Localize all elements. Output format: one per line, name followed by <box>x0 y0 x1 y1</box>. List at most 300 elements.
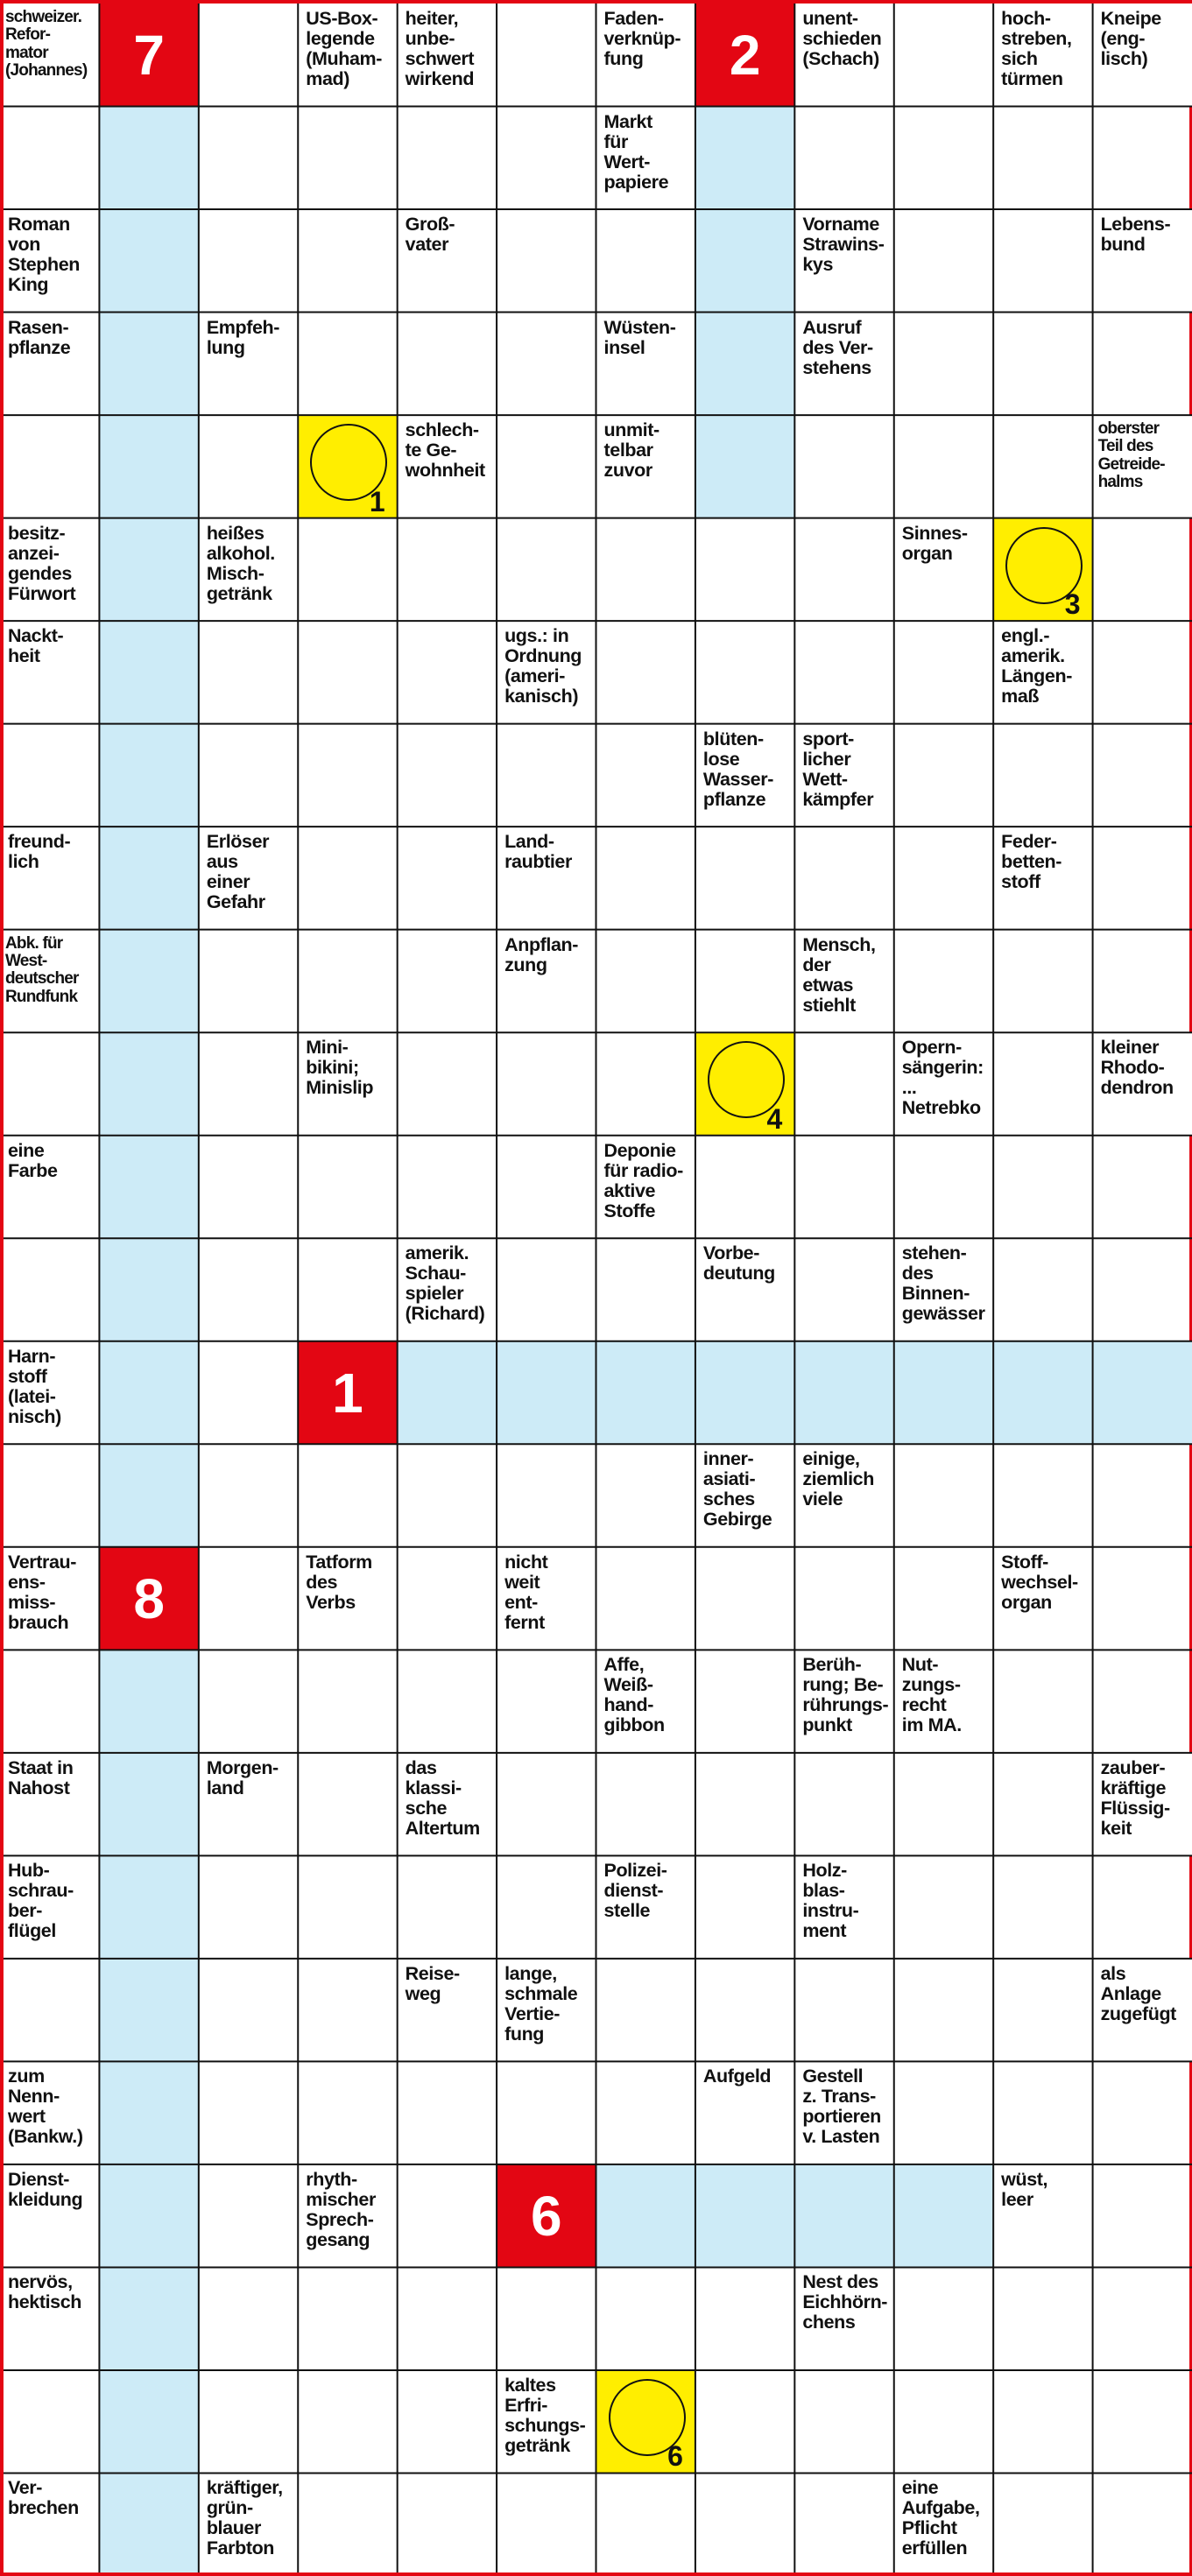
answer-cell[interactable] <box>497 2061 596 2164</box>
answer-cell[interactable] <box>199 1341 298 1445</box>
answer-cell[interactable] <box>794 2370 893 2474</box>
answer-cell[interactable] <box>99 1444 198 1547</box>
answer-cell[interactable] <box>99 2164 198 2268</box>
answer-cell[interactable] <box>993 1959 1092 2062</box>
answer-cell[interactable] <box>398 724 497 827</box>
answer-cell[interactable] <box>794 1238 893 1341</box>
clue-cell: rhyth- mischer Sprech- gesang <box>298 2164 397 2268</box>
answer-cell[interactable] <box>99 724 198 827</box>
answer-cell[interactable] <box>1093 1650 1192 1753</box>
answer-cell[interactable] <box>497 107 596 210</box>
clue-cell: sport- licher Wett- kämpfer <box>794 724 893 827</box>
answer-cell[interactable] <box>794 1959 893 2062</box>
answer-cell[interactable] <box>497 2473 596 2576</box>
answer-cell[interactable] <box>199 2164 298 2268</box>
answer-cell[interactable] <box>298 827 397 930</box>
answer-cell[interactable] <box>1093 1444 1192 1547</box>
answer-cell[interactable] <box>596 2061 695 2164</box>
answer-cell[interactable] <box>993 2473 1092 2576</box>
answer-cell[interactable] <box>398 2370 497 2474</box>
answer-cell[interactable] <box>794 2473 893 2576</box>
clue-cell: zauber- kräftige Flüssig- keit <box>1093 1753 1192 1856</box>
answer-cell[interactable] <box>199 4 298 107</box>
answer-cell[interactable] <box>398 827 497 930</box>
answer-cell[interactable] <box>993 209 1092 313</box>
answer-cell[interactable] <box>993 2061 1092 2164</box>
clue-cell: inner- asiati- sches Gebirge <box>695 1444 794 1547</box>
clue-cell: Affe, Weiß- hand- gibbon <box>596 1650 695 1753</box>
answer-cell[interactable] <box>794 1547 893 1650</box>
clue-cell: Anpflan- zung <box>497 930 596 1033</box>
bonus-circle-square[interactable] <box>993 518 1092 622</box>
answer-cell[interactable] <box>794 621 893 724</box>
answer-cell[interactable] <box>794 518 893 622</box>
clue-cell: Nut- zungs- recht im MA. <box>894 1650 993 1753</box>
clue-cell: Lebens- bund <box>1093 209 1192 313</box>
answer-cell[interactable] <box>398 2061 497 2164</box>
answer-cell[interactable] <box>596 1547 695 1650</box>
answer-cell[interactable] <box>199 415 298 518</box>
answer-cell[interactable] <box>0 1032 99 1136</box>
answer-cell[interactable] <box>497 1753 596 1856</box>
answer-cell[interactable] <box>1093 930 1192 1033</box>
clue-cell: Mini- bikini; Minislip <box>298 1032 397 1136</box>
answer-cell[interactable] <box>993 2370 1092 2474</box>
answer-cell[interactable] <box>199 1136 298 1239</box>
clue-cell: Gestell z. Trans- portieren v. Lasten <box>794 2061 893 2164</box>
answer-cell[interactable] <box>596 2267 695 2370</box>
answer-cell[interactable] <box>199 1238 298 1341</box>
answer-cell[interactable] <box>1093 2370 1192 2474</box>
clue-cell: schlech- te Ge- wohnheit <box>398 415 497 518</box>
solution-number-square[interactable]: 6 <box>497 2164 596 2268</box>
answer-cell[interactable] <box>596 1032 695 1136</box>
clue-cell: Vertrau- ens- miss- brauch <box>0 1547 99 1650</box>
answer-cell[interactable] <box>695 1547 794 1650</box>
answer-cell[interactable] <box>894 1547 993 1650</box>
clue-cell: Faden- verknüp- fung <box>596 4 695 107</box>
answer-cell[interactable] <box>497 1136 596 1239</box>
answer-cell[interactable] <box>497 2267 596 2370</box>
answer-cell[interactable] <box>0 415 99 518</box>
answer-cell[interactable] <box>993 415 1092 518</box>
answer-cell[interactable] <box>99 313 198 416</box>
answer-cell[interactable] <box>993 1032 1092 1136</box>
answer-cell[interactable] <box>993 313 1092 416</box>
answer-cell[interactable] <box>99 1959 198 2062</box>
answer-cell[interactable] <box>894 107 993 210</box>
answer-cell[interactable] <box>497 313 596 416</box>
answer-cell[interactable] <box>894 1855 993 1959</box>
answer-cell[interactable] <box>993 1855 1092 1959</box>
answer-cell[interactable] <box>497 1444 596 1547</box>
answer-cell[interactable] <box>99 209 198 313</box>
answer-cell[interactable] <box>894 1444 993 1547</box>
answer-cell[interactable] <box>298 2370 397 2474</box>
answer-cell[interactable] <box>99 518 198 622</box>
answer-cell[interactable] <box>894 313 993 416</box>
clue-cell: besitz- anzei- gendes Fürwort <box>0 518 99 622</box>
answer-cell[interactable] <box>199 724 298 827</box>
answer-cell[interactable] <box>497 1341 596 1445</box>
answer-cell[interactable] <box>993 1341 1092 1445</box>
answer-cell[interactable] <box>199 1444 298 1547</box>
answer-cell[interactable] <box>99 1650 198 1753</box>
clue-cell: Ver- brechen <box>0 2473 99 2576</box>
answer-cell[interactable] <box>497 1032 596 1136</box>
answer-cell[interactable] <box>398 313 497 416</box>
clue-cell: Hub- schrau- ber- flügel <box>0 1855 99 1959</box>
answer-cell[interactable] <box>695 827 794 930</box>
answer-cell[interactable] <box>199 2370 298 2474</box>
answer-cell[interactable] <box>497 518 596 622</box>
answer-cell[interactable] <box>99 1753 198 1856</box>
answer-cell[interactable] <box>1093 2267 1192 2370</box>
answer-cell[interactable] <box>794 2164 893 2268</box>
answer-cell[interactable] <box>596 518 695 622</box>
clue-cell: Opern- sängerin: ... Netrebko <box>894 1032 993 1136</box>
answer-cell[interactable] <box>1093 2473 1192 2576</box>
answer-cell[interactable] <box>596 2164 695 2268</box>
answer-cell[interactable] <box>497 1650 596 1753</box>
clue-cell: Erlöser aus einer Gefahr <box>199 827 298 930</box>
clue-cell: Tatform des Verbs <box>298 1547 397 1650</box>
answer-cell[interactable] <box>794 1341 893 1445</box>
answer-cell[interactable] <box>199 1959 298 2062</box>
answer-cell[interactable] <box>398 2267 497 2370</box>
answer-cell[interactable] <box>298 107 397 210</box>
clue-cell: freund- lich <box>0 827 99 930</box>
answer-cell[interactable] <box>1093 107 1192 210</box>
clue-cell: als Anlage zugefügt <box>1093 1959 1192 2062</box>
answer-cell[interactable] <box>99 1341 198 1445</box>
clue-cell: Markt für Wert- papiere <box>596 107 695 210</box>
answer-cell[interactable] <box>398 1341 497 1445</box>
answer-cell[interactable] <box>695 2164 794 2268</box>
answer-cell[interactable] <box>0 1444 99 1547</box>
answer-cell[interactable] <box>99 1855 198 1959</box>
clue-cell: Nest des Eichhörn- chens <box>794 2267 893 2370</box>
clue-cell: wüst, leer <box>993 2164 1092 2268</box>
answer-cell[interactable] <box>1093 2164 1192 2268</box>
answer-cell[interactable] <box>199 1032 298 1136</box>
clue-cell: Staat in Nahost <box>0 1753 99 1856</box>
answer-cell[interactable] <box>298 1959 397 2062</box>
answer-cell[interactable] <box>695 1341 794 1445</box>
answer-cell[interactable] <box>398 1444 497 1547</box>
bonus-circle-square[interactable] <box>298 415 397 518</box>
answer-cell[interactable] <box>1093 621 1192 724</box>
answer-cell[interactable] <box>1093 1855 1192 1959</box>
answer-cell[interactable] <box>398 1650 497 1753</box>
answer-cell[interactable] <box>596 621 695 724</box>
answer-cell[interactable] <box>497 415 596 518</box>
answer-cell[interactable] <box>298 1753 397 1856</box>
answer-cell[interactable] <box>695 1753 794 1856</box>
answer-cell[interactable] <box>1093 518 1192 622</box>
clue-cell: Abk. für West- deutscher Rundfunk <box>0 930 99 1033</box>
answer-cell[interactable] <box>695 1855 794 1959</box>
answer-cell[interactable] <box>993 1444 1092 1547</box>
circle-number: 1 <box>369 485 385 517</box>
answer-cell[interactable] <box>695 209 794 313</box>
clue-cell: ugs.: in Ordnung (ameri- kanisch) <box>497 621 596 724</box>
answer-cell[interactable] <box>99 1136 198 1239</box>
clue-cell: Deponie für radio- aktive Stoffe <box>596 1136 695 1239</box>
clue-cell: Groß- vater <box>398 209 497 313</box>
answer-cell[interactable] <box>894 930 993 1033</box>
answer-cell[interactable] <box>596 1753 695 1856</box>
answer-cell[interactable] <box>298 1855 397 1959</box>
answer-cell[interactable] <box>695 415 794 518</box>
answer-cell[interactable] <box>695 930 794 1033</box>
clue-cell: Nackt- heit <box>0 621 99 724</box>
clue-cell: Roman von Stephen King <box>0 209 99 313</box>
clue-cell: Morgen- land <box>199 1753 298 1856</box>
clue-cell: Wüsten- insel <box>596 313 695 416</box>
clue-cell: blüten- lose Wasser- pflanze <box>695 724 794 827</box>
clue-cell: Empfeh- lung <box>199 313 298 416</box>
answer-cell[interactable] <box>199 1855 298 1959</box>
answer-cell[interactable] <box>298 1444 397 1547</box>
answer-cell[interactable] <box>993 2267 1092 2370</box>
answer-cell[interactable] <box>596 724 695 827</box>
answer-cell[interactable] <box>695 2473 794 2576</box>
answer-cell[interactable] <box>497 724 596 827</box>
answer-cell[interactable] <box>894 1959 993 2062</box>
clue-cell: Ausruf des Ver- stehens <box>794 313 893 416</box>
answer-cell[interactable] <box>298 2473 397 2576</box>
clue-cell: hoch- streben, sich türmen <box>993 4 1092 107</box>
answer-cell[interactable] <box>794 1753 893 1856</box>
answer-cell[interactable] <box>596 1341 695 1445</box>
clue-cell: Stoff- wechsel- organ <box>993 1547 1092 1650</box>
answer-cell[interactable] <box>894 415 993 518</box>
answer-cell[interactable] <box>894 2061 993 2164</box>
answer-cell[interactable] <box>497 1855 596 1959</box>
answer-cell[interactable] <box>199 2267 298 2370</box>
answer-cell[interactable] <box>99 827 198 930</box>
answer-cell[interactable] <box>99 930 198 1033</box>
answer-cell[interactable] <box>199 2061 298 2164</box>
answer-cell[interactable] <box>993 1650 1092 1753</box>
answer-cell[interactable] <box>99 107 198 210</box>
answer-cell[interactable] <box>0 724 99 827</box>
answer-cell[interactable] <box>993 1238 1092 1341</box>
answer-cell[interactable] <box>894 2267 993 2370</box>
answer-cell[interactable] <box>298 1238 397 1341</box>
clue-cell: eine Aufgabe, Pflicht erfüllen <box>894 2473 993 2576</box>
clue-cell: unmit- telbar zuvor <box>596 415 695 518</box>
answer-cell[interactable] <box>0 1650 99 1753</box>
answer-cell[interactable] <box>497 1238 596 1341</box>
answer-cell[interactable] <box>596 209 695 313</box>
clue-cell: nervös, hektisch <box>0 2267 99 2370</box>
circle-number: 6 <box>667 2440 683 2473</box>
answer-cell[interactable] <box>794 415 893 518</box>
answer-cell[interactable] <box>99 621 198 724</box>
answer-cell[interactable] <box>993 1136 1092 1239</box>
answer-cell[interactable] <box>1093 1238 1192 1341</box>
answer-cell[interactable] <box>596 930 695 1033</box>
clue-cell: kaltes Erfri- schungs- getränk <box>497 2370 596 2474</box>
clue-cell: stehen- des Binnen- gewässer <box>894 1238 993 1341</box>
answer-cell[interactable] <box>398 1136 497 1239</box>
answer-cell[interactable] <box>1093 827 1192 930</box>
answer-cell[interactable] <box>1093 313 1192 416</box>
answer-cell[interactable] <box>199 107 298 210</box>
answer-cell[interactable] <box>0 1959 99 2062</box>
clue-cell: Kneipe (eng- lisch) <box>1093 4 1192 107</box>
clue-cell: kleiner Rhodo- dendron <box>1093 1032 1192 1136</box>
answer-cell[interactable] <box>398 621 497 724</box>
answer-cell[interactable] <box>0 1238 99 1341</box>
answer-cell[interactable] <box>398 2164 497 2268</box>
answer-cell[interactable] <box>894 209 993 313</box>
solution-number-square[interactable]: 8 <box>99 1547 198 1650</box>
answer-cell[interactable] <box>199 930 298 1033</box>
clue-cell: eine Farbe <box>0 1136 99 1239</box>
clue-cell: amerik. Schau- spieler (Richard) <box>398 1238 497 1341</box>
answer-cell[interactable] <box>298 724 397 827</box>
answer-cell[interactable] <box>1093 1547 1192 1650</box>
clue-cell: Rasen- pflanze <box>0 313 99 416</box>
answer-cell[interactable] <box>596 2473 695 2576</box>
answer-cell[interactable] <box>894 1753 993 1856</box>
clue-cell: Land- raubtier <box>497 827 596 930</box>
answer-cell[interactable] <box>99 2370 198 2474</box>
answer-cell[interactable] <box>298 518 397 622</box>
answer-cell[interactable] <box>398 518 497 622</box>
answer-cell[interactable] <box>993 107 1092 210</box>
clue-cell: Aufgeld <box>695 2061 794 2164</box>
answer-cell[interactable] <box>298 1650 397 1753</box>
answer-cell[interactable] <box>695 621 794 724</box>
answer-cell[interactable] <box>298 209 397 313</box>
clue-cell: Vorbe- deutung <box>695 1238 794 1341</box>
answer-cell[interactable] <box>497 4 596 107</box>
solution-number-square[interactable]: 2 <box>695 4 794 107</box>
answer-cell[interactable] <box>99 2473 198 2576</box>
clue-cell: Reise- weg <box>398 1959 497 2062</box>
clue-cell: Holz- blas- instru- ment <box>794 1855 893 1959</box>
answer-cell[interactable] <box>0 107 99 210</box>
answer-cell[interactable] <box>298 621 397 724</box>
answer-cell[interactable] <box>497 209 596 313</box>
clue-cell: Harn- stoff (latei- nisch) <box>0 1341 99 1445</box>
clue-cell: Feder- betten- stoff <box>993 827 1092 930</box>
answer-cell[interactable] <box>298 2267 397 2370</box>
answer-cell[interactable] <box>398 1032 497 1136</box>
clue-cell: Sinnes- organ <box>894 518 993 622</box>
answer-cell[interactable] <box>398 930 497 1033</box>
answer-cell[interactable] <box>695 2267 794 2370</box>
answer-cell[interactable] <box>1093 724 1192 827</box>
answer-cell[interactable] <box>298 1136 397 1239</box>
answer-cell[interactable] <box>99 1238 198 1341</box>
answer-cell[interactable] <box>794 1136 893 1239</box>
answer-cell[interactable] <box>298 2061 397 2164</box>
clue-cell: Mensch, der etwas stiehlt <box>794 930 893 1033</box>
answer-cell[interactable] <box>695 2370 794 2474</box>
answer-cell[interactable] <box>894 724 993 827</box>
answer-cell[interactable] <box>1093 1136 1192 1239</box>
answer-cell[interactable] <box>199 621 298 724</box>
answer-cell[interactable] <box>596 1959 695 2062</box>
answer-cell[interactable] <box>99 2061 198 2164</box>
answer-cell[interactable] <box>99 2267 198 2370</box>
answer-cell[interactable] <box>894 1341 993 1445</box>
answer-cell[interactable] <box>695 1650 794 1753</box>
answer-cell[interactable] <box>398 1855 497 1959</box>
answer-cell[interactable] <box>398 1547 497 1650</box>
clue-cell: unent- schieden (Schach) <box>794 4 893 107</box>
answer-cell[interactable] <box>894 2164 993 2268</box>
clue-cell: heißes alkohol. Misch- getränk <box>199 518 298 622</box>
answer-cell[interactable] <box>695 313 794 416</box>
answer-cell[interactable] <box>298 313 397 416</box>
answer-cell[interactable] <box>398 107 497 210</box>
answer-cell[interactable] <box>695 518 794 622</box>
clue-cell: Dienst- kleidung <box>0 2164 99 2268</box>
answer-cell[interactable] <box>794 1032 893 1136</box>
answer-cell[interactable] <box>99 415 198 518</box>
bonus-circle-square[interactable] <box>695 1032 794 1136</box>
circle-number: 3 <box>1064 588 1081 621</box>
clue-cell: nicht weit ent- fernt <box>497 1547 596 1650</box>
answer-cell[interactable] <box>695 1959 794 2062</box>
answer-cell[interactable] <box>0 2370 99 2474</box>
clue-cell: Berüh- rung; Be- rührungs- punkt <box>794 1650 893 1753</box>
answer-cell[interactable] <box>695 107 794 210</box>
answer-cell[interactable] <box>596 1238 695 1341</box>
answer-cell[interactable] <box>894 2370 993 2474</box>
answer-cell[interactable] <box>298 930 397 1033</box>
solution-number-square[interactable]: 7 <box>99 4 198 107</box>
answer-cell[interactable] <box>695 1136 794 1239</box>
solution-number-square[interactable]: 1 <box>298 1341 397 1445</box>
clue-cell: engl.- amerik. Längen- maß <box>993 621 1092 724</box>
clue-cell: oberster Teil des Getreide- halms <box>1093 415 1192 518</box>
answer-cell[interactable] <box>894 1136 993 1239</box>
bonus-circle-square[interactable] <box>596 2370 695 2474</box>
answer-cell[interactable] <box>1093 2061 1192 2164</box>
answer-cell[interactable] <box>398 2473 497 2576</box>
clue-cell: Polizei- dienst- stelle <box>596 1855 695 1959</box>
answer-cell[interactable] <box>894 4 993 107</box>
answer-cell[interactable] <box>596 1444 695 1547</box>
answer-cell[interactable] <box>894 827 993 930</box>
circle-number: 4 <box>766 1102 783 1135</box>
clue-cell: kräftiger, grün- blauer Farbton <box>199 2473 298 2576</box>
answer-cell[interactable] <box>794 107 893 210</box>
answer-cell[interactable] <box>199 1650 298 1753</box>
clue-cell: lange, schmale Vertie- fung <box>497 1959 596 2062</box>
answer-cell[interactable] <box>993 930 1092 1033</box>
answer-cell[interactable] <box>199 209 298 313</box>
answer-cell[interactable] <box>894 621 993 724</box>
answer-cell[interactable] <box>199 1547 298 1650</box>
answer-cell[interactable] <box>99 1032 198 1136</box>
answer-cell[interactable] <box>1093 1341 1192 1445</box>
answer-cell[interactable] <box>993 724 1092 827</box>
clue-cell: heiter, unbe- schwert wirkend <box>398 4 497 107</box>
answer-cell[interactable] <box>596 827 695 930</box>
answer-cell[interactable] <box>794 827 893 930</box>
clue-cell: US-Box- legende (Muham- mad) <box>298 4 397 107</box>
answer-cell[interactable] <box>993 1753 1092 1856</box>
clue-cell: einige, ziemlich viele <box>794 1444 893 1547</box>
